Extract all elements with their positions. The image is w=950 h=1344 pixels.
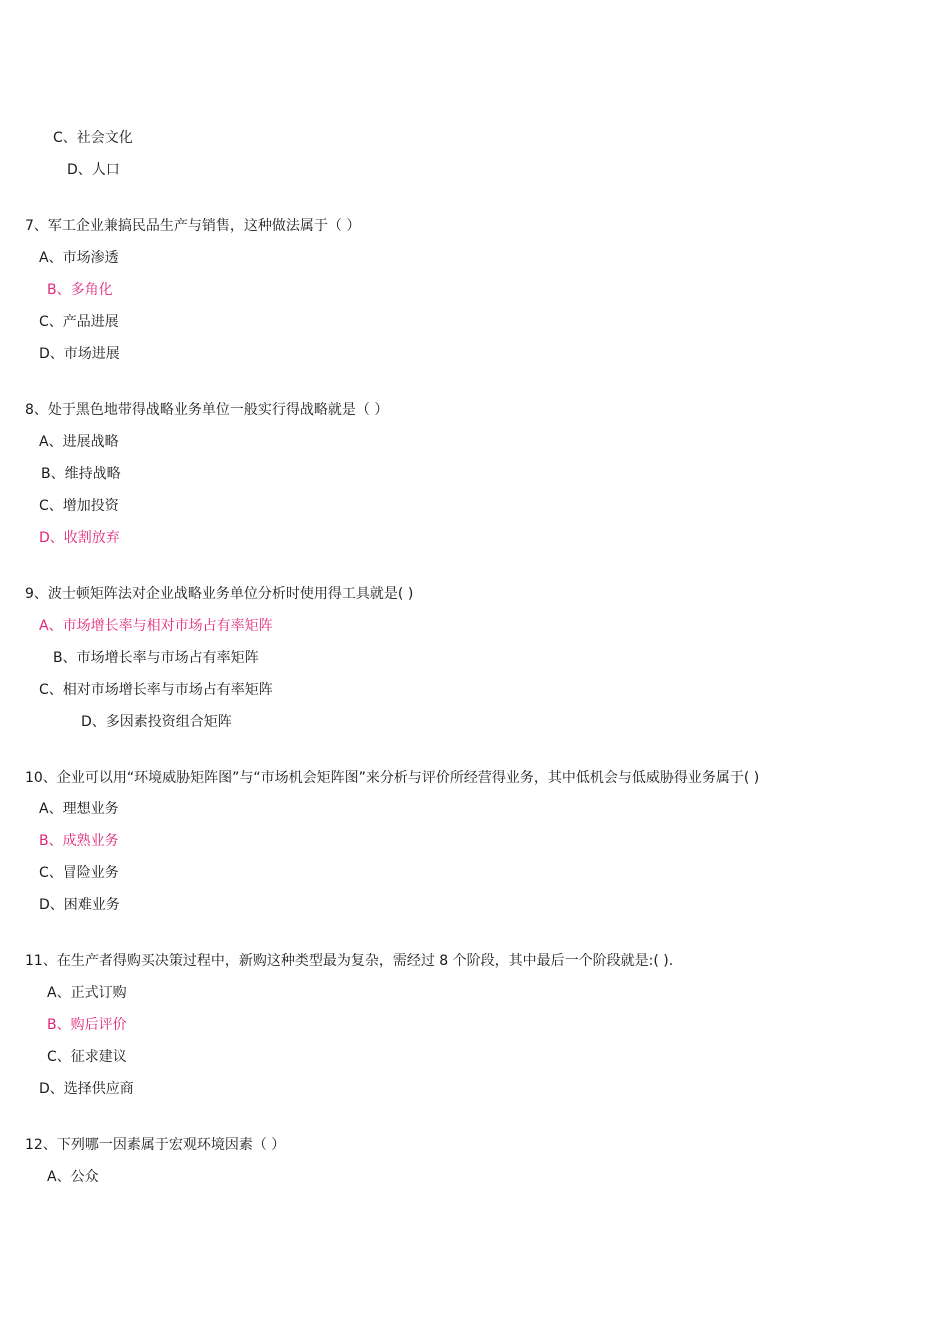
option-d-population: D、人口 — [67, 162, 120, 178]
q8-option-c: C、增加投资 — [39, 498, 119, 514]
q10-option-c: C、冒险业务 — [39, 865, 119, 881]
question-9: 9、波士顿矩阵法对企业战略业务单位分析时使用得工具就是( ) — [25, 586, 414, 602]
q10-option-b-answer: B、成熟业务 — [39, 833, 119, 849]
q11-option-b-answer: B、购后评价 — [47, 1017, 127, 1033]
question-10: 10、企业可以用“环境威胁矩阵图”与“市场机会矩阵图”来分析与评价所经营得业务，其中低机会与低威胁得业务属于( ) — [25, 770, 760, 786]
q9-option-a-answer: A、市场增长率与相对市场占有率矩阵 — [39, 618, 273, 634]
question-8: 8、处于黑色地带得战略业务单位一般实行得战略就是（ ） — [25, 402, 389, 418]
option-c-social-culture: C、社会文化 — [53, 130, 133, 146]
q10-option-d: D、困难业务 — [39, 897, 120, 913]
q11-option-a: A、正式订购 — [47, 985, 127, 1001]
q10-option-a: A、理想业务 — [39, 801, 119, 817]
q9-option-b: B、市场增长率与市场占有率矩阵 — [53, 650, 259, 666]
q9-option-c: C、相对市场增长率与市场占有率矩阵 — [39, 682, 273, 698]
question-7: 7、军工企业兼搞民品生产与销售，这种做法属于（ ） — [25, 218, 361, 234]
question-12: 12、下列哪一因素属于宏观环境因素（ ） — [25, 1137, 286, 1153]
q8-option-a: A、进展战略 — [39, 434, 119, 450]
q9-option-d: D、多因素投资组合矩阵 — [81, 714, 232, 730]
q8-option-d-answer: D、收割放弃 — [39, 530, 120, 546]
q11-option-c: C、征求建议 — [47, 1049, 127, 1065]
q7-option-b-answer: B、多角化 — [47, 282, 113, 298]
q8-option-b: B、维持战略 — [41, 466, 121, 482]
question-11: 11、在生产者得购买决策过程中，新购这种类型最为复杂，需经过 8 个阶段，其中最后一个阶段就是:( ). — [25, 953, 674, 969]
q11-option-d: D、选择供应商 — [39, 1081, 134, 1097]
q7-option-c: C、产品进展 — [39, 314, 119, 330]
q7-option-d: D、市场进展 — [39, 346, 120, 362]
q7-option-a: A、市场渗透 — [39, 250, 119, 266]
q12-option-a: A、公众 — [47, 1169, 99, 1185]
